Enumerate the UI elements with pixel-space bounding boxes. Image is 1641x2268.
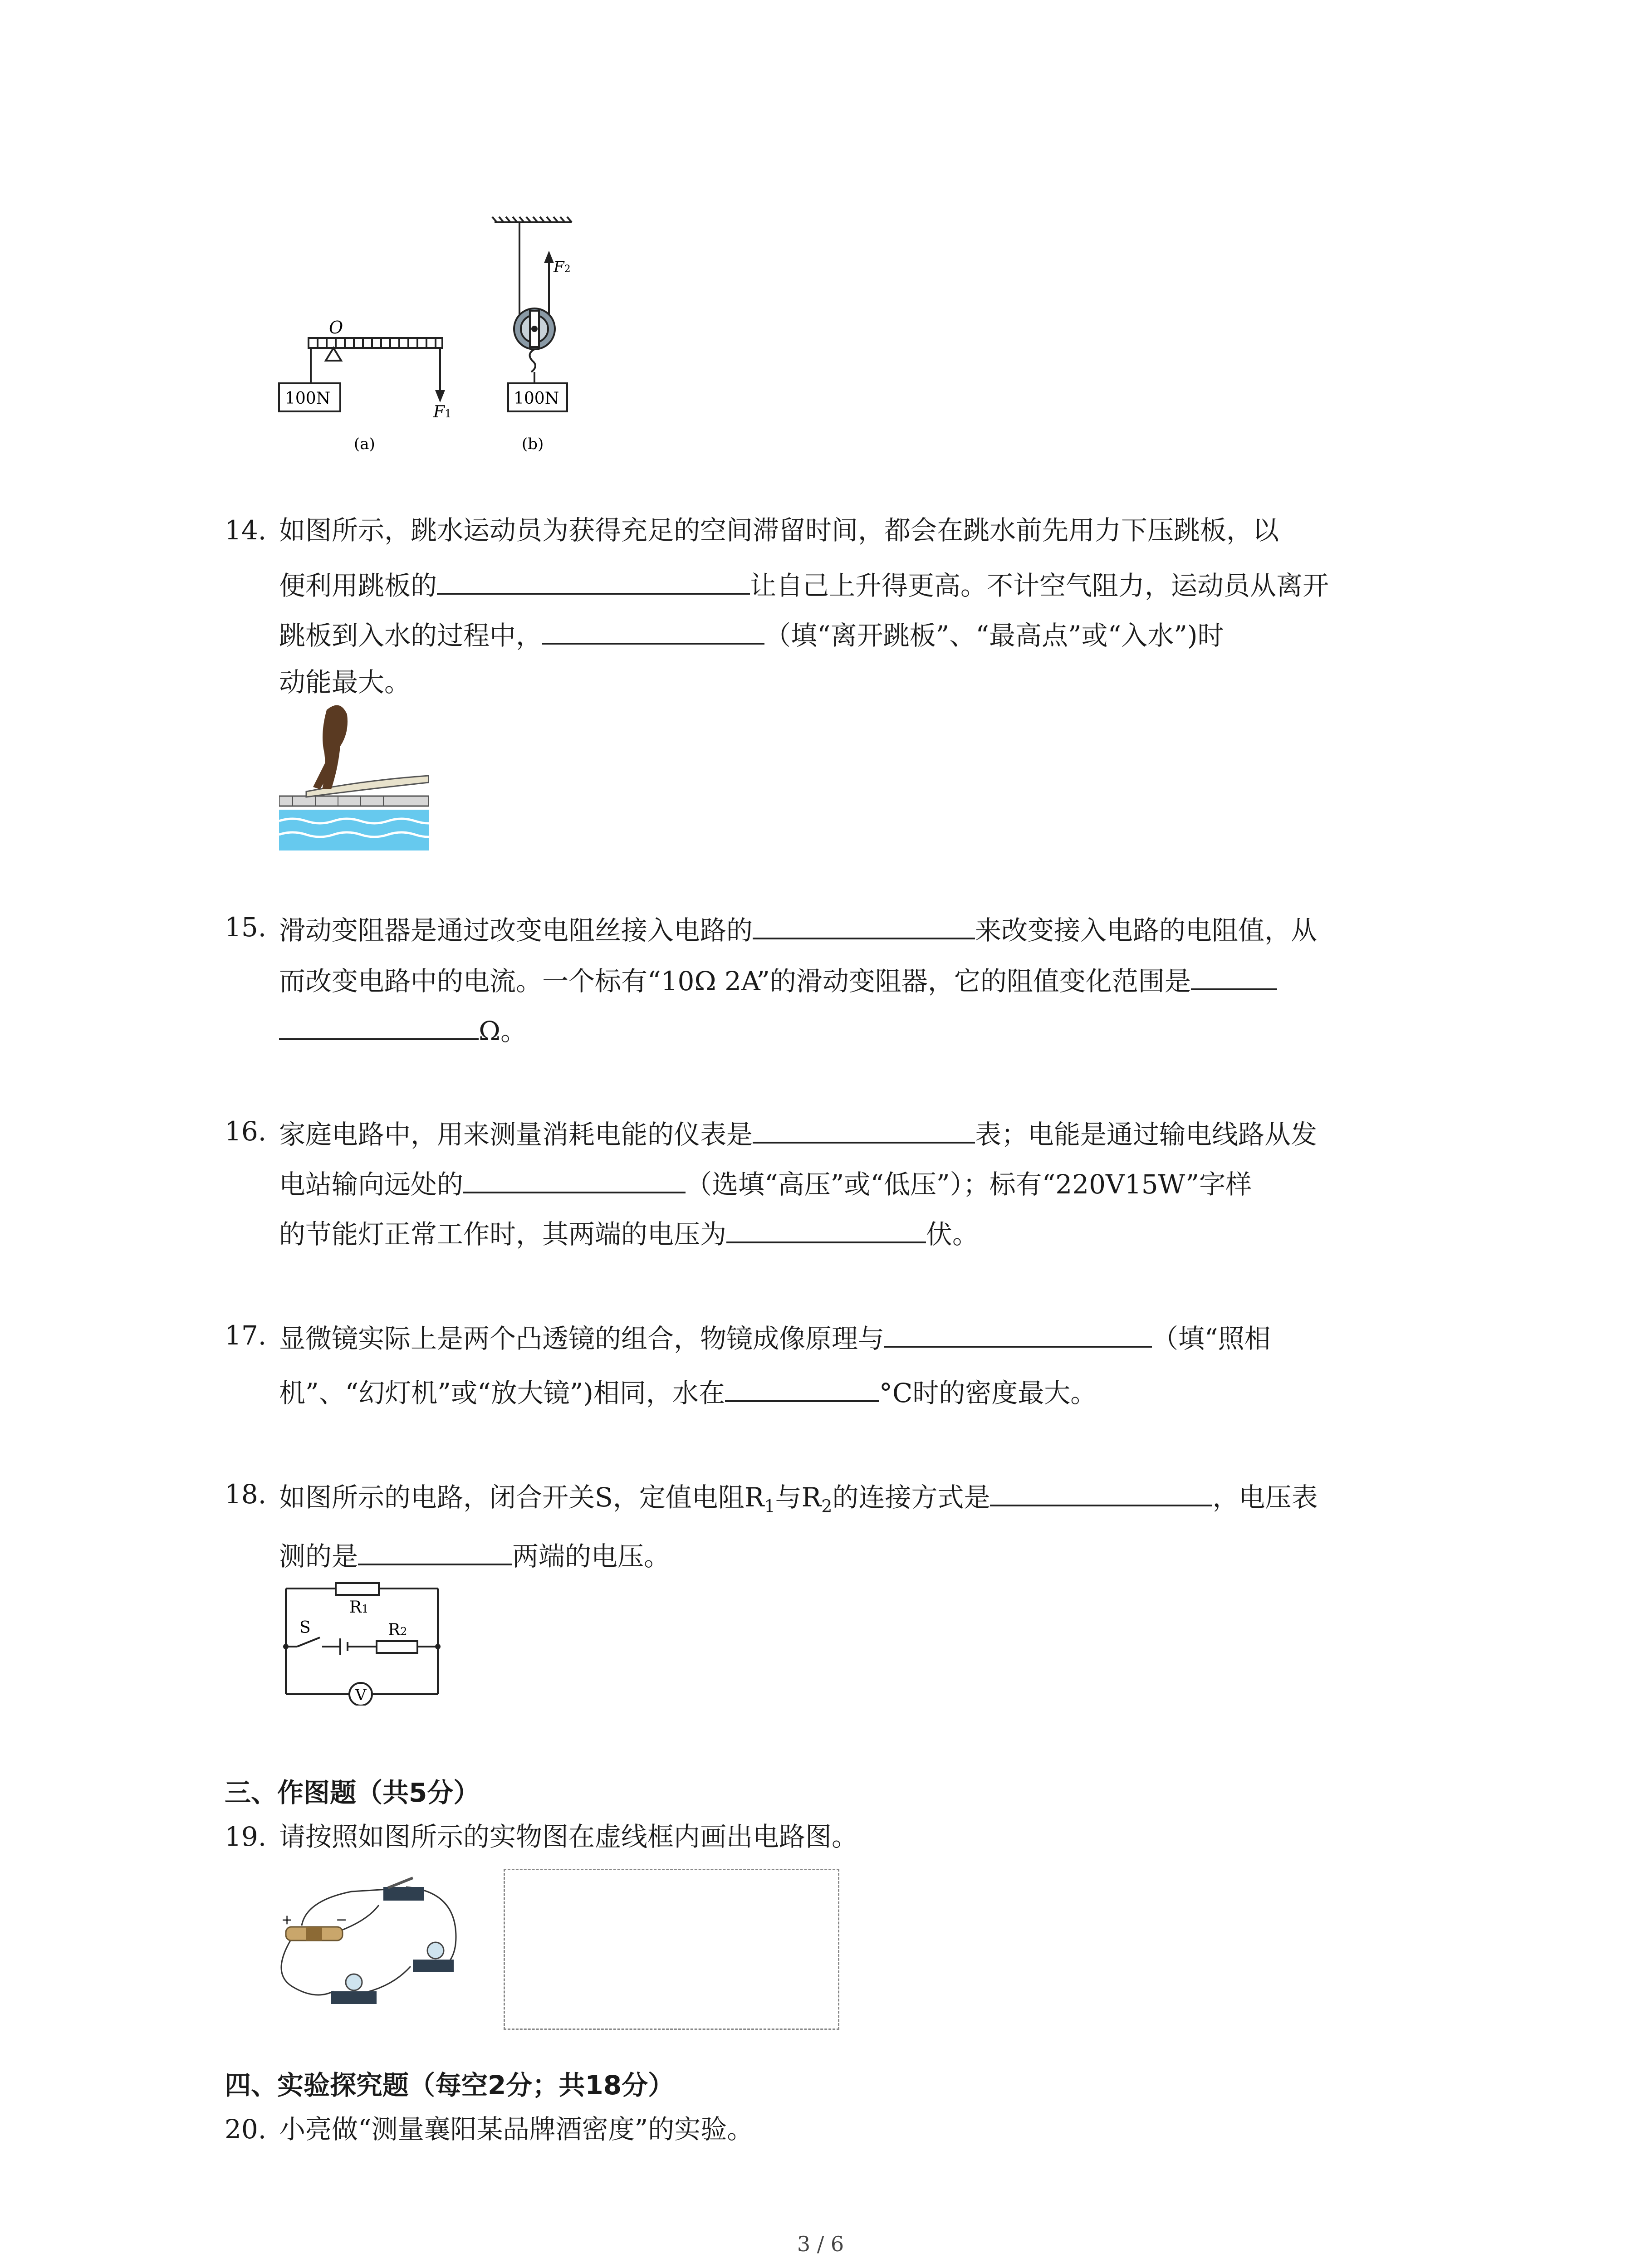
text-line: 而改变电路中的电流。一个标有“10Ω 2A”的滑动变阻器，它的阻值变化范围是 xyxy=(279,965,1277,994)
caption-b: (b) xyxy=(522,435,544,453)
text-line: 滑动变阻器是通过改变电阻丝接入电路的 来改变接入电路的电阻值，从 xyxy=(279,915,1318,946)
answer-blank[interactable] xyxy=(1191,965,1277,990)
section-heading: 四、实验探究题（每空2分；共18分） xyxy=(225,2070,675,2101)
weight-label-b: 100N xyxy=(514,389,559,408)
text-line: 的节能灯正常工作时，其两端的电压为 伏。 xyxy=(279,1219,979,1250)
caption-a: (a) xyxy=(354,435,375,453)
section-heading: 三、作图题（共5分） xyxy=(225,1777,480,1808)
answer-blank[interactable] xyxy=(884,1322,1152,1348)
question-number: 20. xyxy=(225,2114,267,2145)
r1-label: R1 xyxy=(349,1598,369,1617)
pivot-label: O xyxy=(329,318,343,337)
answer-blank[interactable] xyxy=(726,1218,926,1243)
text-line: 请按照如图所示的实物图在虚线框内画出电路图。 xyxy=(279,1821,858,1852)
answer-blank[interactable] xyxy=(463,1168,686,1193)
text-line: 电站输向远处的 （选填“高压”或“低压”）；标有“220V15W”字样 xyxy=(279,1169,1252,1200)
battery-minus: − xyxy=(336,1912,348,1928)
text-line: 家庭电路中，用来测量消耗电能的仪表是 表；电能是通过输电线路从发 xyxy=(279,1119,1318,1150)
weight-label-a: 100N xyxy=(285,389,331,408)
answer-blank[interactable] xyxy=(358,1540,512,1565)
question-number: 18. xyxy=(225,1479,267,1510)
answer-blank[interactable] xyxy=(279,1015,479,1040)
drawing-area-dashed-box[interactable] xyxy=(504,1869,839,2030)
r2-label: R2 xyxy=(388,1621,407,1639)
text-line: 跳板到入水的过程中， （填“离开跳板”、“最高点”或“入水”)时 xyxy=(279,620,1224,651)
answer-blank[interactable] xyxy=(542,619,764,645)
question-number: 17. xyxy=(225,1320,267,1351)
answer-blank[interactable] xyxy=(990,1481,1212,1506)
text-line: 机”、“幻灯机”或“放大镜”)相同，水在 °C时的密度最大。 xyxy=(279,1378,1097,1408)
answer-blank[interactable] xyxy=(753,914,975,939)
question-number: 16. xyxy=(225,1116,267,1147)
answer-blank[interactable] xyxy=(725,1377,879,1402)
text-line: 动能最大。 xyxy=(279,667,411,698)
switch-label: S xyxy=(299,1618,311,1637)
text-line: 小亮做“测量襄阳某品牌酒密度”的实验。 xyxy=(279,2114,754,2145)
answer-blank[interactable] xyxy=(753,1118,975,1144)
physical-circuit-illustration xyxy=(274,1873,474,2028)
question-number: 14. xyxy=(225,515,267,546)
text-line: 测的是 两端的电压。 xyxy=(279,1541,671,1572)
diver-illustration xyxy=(279,701,429,850)
voltmeter-label: V xyxy=(355,1686,367,1704)
force-label-f2: F2 xyxy=(554,258,571,276)
circuit-diagram xyxy=(277,1579,449,1706)
figure-lever-pulley xyxy=(272,213,590,467)
text-line: 如图所示，跳水运动员为获得充足的空间滞留时间，都会在跳水前先用力下压跳板，以 xyxy=(279,515,1279,546)
text-line: Ω。 xyxy=(279,1015,527,1044)
page-number: 3 / 6 xyxy=(797,2232,844,2256)
pulley-diagram-b xyxy=(492,217,572,411)
question-number: 15. xyxy=(225,912,267,943)
answer-blank[interactable] xyxy=(437,569,750,595)
force-label-f1: F1 xyxy=(433,403,452,421)
text-line: 便利用跳板的 让自己上升得更高。不计空气阻力，运动员从离开 xyxy=(279,570,1329,601)
battery-plus: + xyxy=(281,1912,293,1928)
question-number: 19. xyxy=(225,1821,267,1852)
text-line: 显微镜实际上是两个凸透镜的组合，物镜成像原理与 （填“照相 xyxy=(279,1323,1271,1354)
text-line: 如图所示的电路，闭合开关S，定值电阻$R_1$与$R_2$的连接方式是 ，电压表 xyxy=(279,1482,1318,1516)
